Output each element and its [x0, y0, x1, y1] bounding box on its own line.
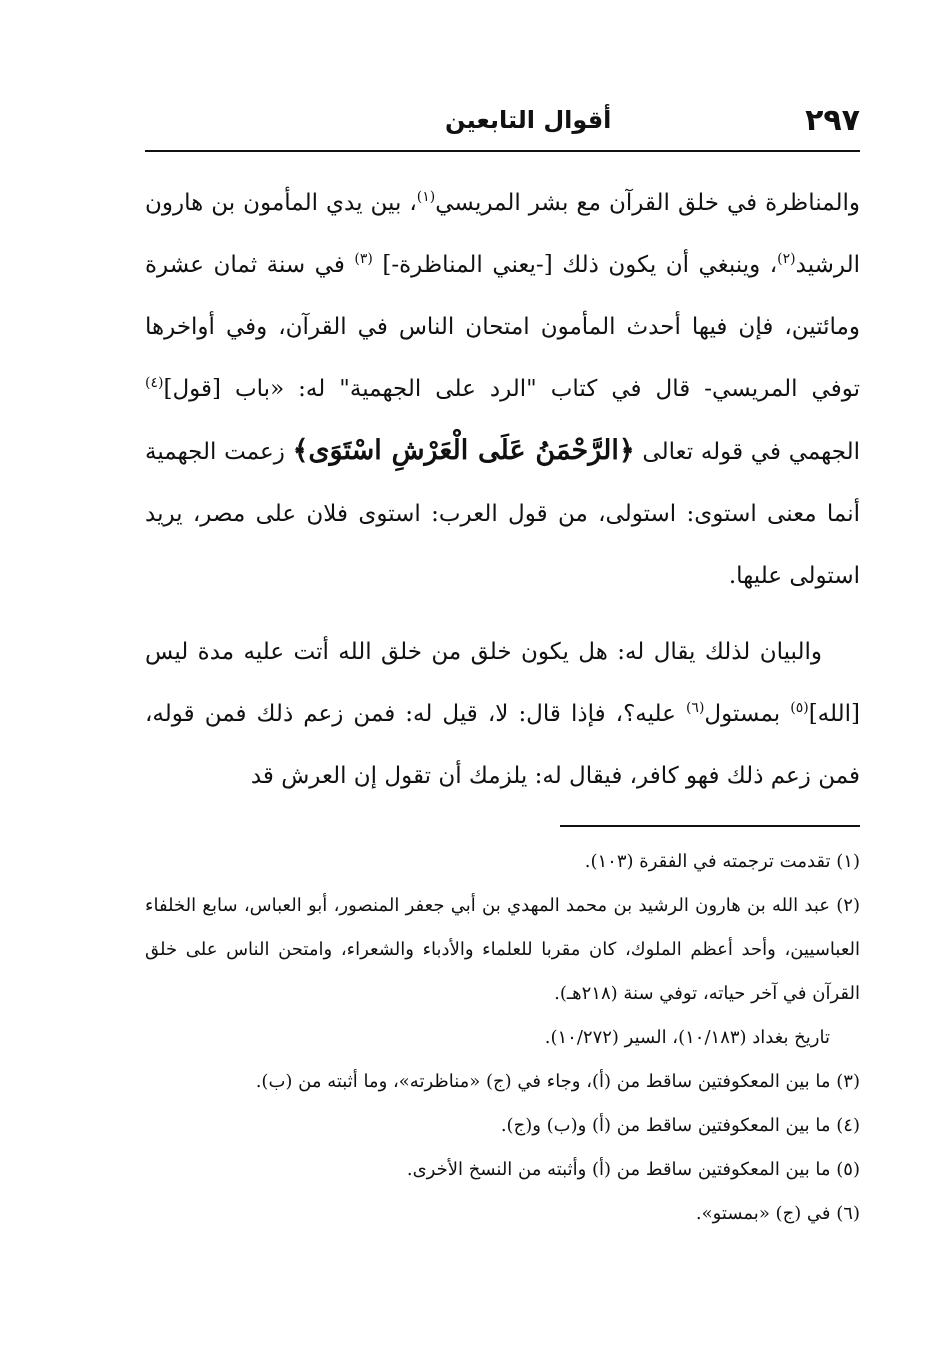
- footnote-marker-2: (٢): [777, 251, 796, 267]
- text-segment: ، بين يدي المأمون بن هارون الرشيد: [145, 190, 860, 278]
- footnote-marker-6: (٦): [685, 700, 705, 716]
- text-segment: ، وينبغي أن يكون ذلك [-يعني المناظرة-]: [372, 252, 778, 278]
- footnote-marker-5: (٥): [790, 700, 809, 716]
- footnote-6: (٦) في (ج) «بمستو».: [695, 1203, 860, 1224]
- text-segment: عليه؟، فإذا قال: لا، قيل له: فمن زعم ذلك فمن قوله، فمن زعم ذلك فهو كافر، فيقال له: يلزمك أن تقول إن العرش قد: [145, 701, 860, 789]
- footnote-2: (٢) عبد الله بن هارون الرشيد بن محمد المهدي بن أبي جعفر المنصور، أبو العباس، سابع الخلفاء العباسيين، وأحد أعظم الملوك، كان مقربا للعلماء والأدباء والشعراء، وامتحن الناس على خلق القرآن في آخر حياته، توفي سنة (٢١٨هـ).: [145, 895, 860, 1004]
- footnote-4: (٤) ما بين المعكوفتين ساقط من (أ) و(ب) و(ج).: [500, 1115, 860, 1136]
- paragraph-1: [145, 172, 860, 607]
- footnote-marker-3: (٣): [354, 251, 373, 267]
- text-segment: والبيان لذلك يقال له: هل يكون خلق من خلق الله أتت عليه مدة ليس [الله]: [145, 639, 860, 727]
- quran-verse: ﴿الرَّحْمَنُ عَلَى الْعَرْشِ اسْتَوَى﴾: [292, 435, 635, 466]
- footnote-1: (١) تقدمت ترجمته في الفقرة (١٠٣).: [584, 851, 860, 872]
- main-text: [145, 172, 860, 807]
- text-segment: الجهمي في قوله تعالى: [634, 439, 861, 465]
- footnote-5: (٥) ما بين المعكوفتين ساقط من (أ) وأثبته من النسخ الأخرى.: [406, 1159, 860, 1180]
- header-divider: [145, 150, 860, 152]
- footnote-2-reference: تاريخ بغداد (١٠/١٨٣)، السير (١٠/٢٧٢).: [544, 1027, 830, 1048]
- footnote-marker-4: (٤): [145, 375, 164, 391]
- running-title: أقوال التابعين: [445, 106, 612, 134]
- footnote-marker-1: (١): [416, 189, 436, 205]
- text-segment: بمستول: [704, 701, 791, 727]
- text-segment: زعمت الجهمية أنما معنى استوى: استولى، من قول العرب: استوى فلان على مصر، يريد استولى عليها.: [145, 439, 860, 589]
- text-segment: والمناظرة في خلق القرآن مع بشر المريسي: [435, 190, 860, 216]
- page-number: ٢٩٧: [805, 102, 860, 138]
- paragraph-2: [145, 621, 860, 807]
- footnotes: [145, 840, 860, 1236]
- footnote-divider: [560, 825, 860, 827]
- footnote-3: (٣) ما بين المعكوفتين ساقط من (أ)، وجاء في (ج) «مناظرته»، وما أثبته من (ب).: [255, 1071, 860, 1092]
- page-header: [145, 98, 860, 142]
- text-segment: في سنة ثمان عشرة ومائتين، فإن فيها أحدث المأمون امتحان الناس في القرآن، وفي أواخرها توفي المريسي- قال في كتاب "الرد على الجهمية" له: «باب [قول]: [145, 252, 860, 402]
